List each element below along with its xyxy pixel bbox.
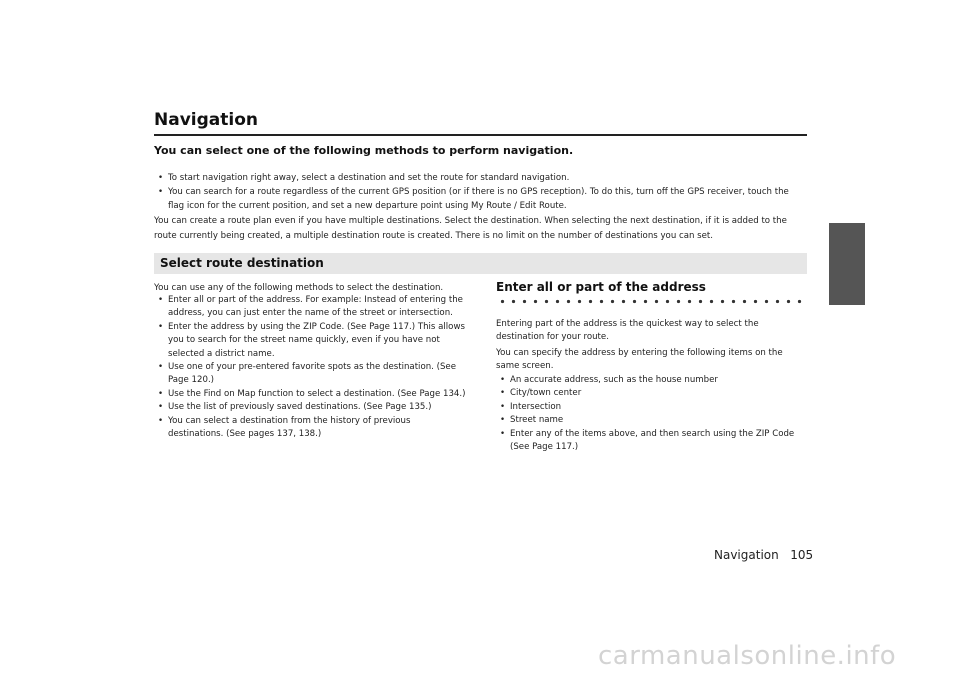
- section-title: Select route destination: [160, 256, 324, 270]
- bullet-icon: •: [500, 388, 506, 399]
- list-item: • Enter the address by using the ZIP Code. (See Page 117.) This allows you to search for the street name quickly, even if you have not selected a district name.: [158, 321, 465, 359]
- list-item: • To start navigation right away, select a destination and set the route for standard navigation.: [158, 173, 570, 183]
- bullet-icon: •: [158, 402, 164, 413]
- top-bullet-list: [156, 171, 806, 213]
- list-item: • Use one of your pre-entered favorite spots as the destination. (See Page 120.): [158, 362, 456, 386]
- list-item: • You can select a destination from the history of previous destinations. (See pages 137, 138.): [158, 415, 411, 440]
- subsection-paragraph-2: You can specify the address by entering the following items on the same screen.: [496, 348, 783, 372]
- bullet-icon: •: [158, 295, 164, 305]
- section-lead: You can use any of the following methods to select the destination.: [154, 283, 444, 293]
- subsection-paragraph-1: Entering part of the address is the quickest way to select the destination for your route.: [496, 319, 759, 343]
- address-items-list: [498, 374, 808, 454]
- bullet-icon: •: [158, 173, 164, 183]
- destination-methods-list: [156, 294, 468, 441]
- footer-section: Navigation: [714, 548, 779, 562]
- list-item: • Enter all or part of the address. For example: Instead of entering the address, you can just enter the name of the street or intersection.: [158, 295, 463, 319]
- bullet-icon: •: [158, 388, 164, 399]
- list-item: • City/town center: [498, 387, 808, 400]
- subsection-title: Enter all or part of the address: [496, 280, 706, 294]
- bullet-icon: •: [500, 401, 506, 412]
- list-item: • Enter any of the items above, and then search using the ZIP Code (See Page 117.): [500, 428, 795, 453]
- list-item: • An accurate address, such as the house number: [498, 374, 808, 387]
- bullet-icon: •: [158, 321, 164, 332]
- dotted-rule: [497, 299, 807, 304]
- intro-text: You can select one of the following methods to perform navigation.: [154, 144, 574, 157]
- watermark-text: carmanualsonline.info: [598, 641, 897, 671]
- title-rule: [154, 134, 807, 136]
- list-item: • Street name: [498, 414, 808, 427]
- bullet-icon: •: [500, 428, 506, 439]
- list-item: • Intersection: [498, 401, 808, 414]
- page-title: Navigation: [154, 110, 258, 130]
- thumb-index-tab: [829, 223, 865, 305]
- bullet-icon: •: [500, 415, 506, 426]
- list-item: • You can search for a route regardless of the current GPS position (or if there is no GPS reception). To do this, turn off the GPS receiver, touch the flag icon for the current position, and set a new departure point using My Route / Edit Route.: [158, 187, 789, 211]
- bullet-icon: •: [158, 415, 164, 426]
- bullet-icon: •: [158, 362, 164, 373]
- body-paragraph: You can create a route plan even if you have multiple destinations. Select the destination. When selecting the next destination, if it is added to the route currently being created, a multiple destination route is created. There is no limit on the number of destinations you can set.: [154, 216, 787, 241]
- page-footer: [714, 548, 813, 562]
- list-item: • Use the Find on Map function to select a destination. (See Page 134.): [156, 388, 468, 401]
- bullet-icon: •: [500, 375, 506, 385]
- page-number: 105: [790, 548, 814, 562]
- bullet-icon: •: [158, 187, 164, 197]
- list-item: • Use the list of previously saved destinations. (See Page 135.): [156, 401, 468, 414]
